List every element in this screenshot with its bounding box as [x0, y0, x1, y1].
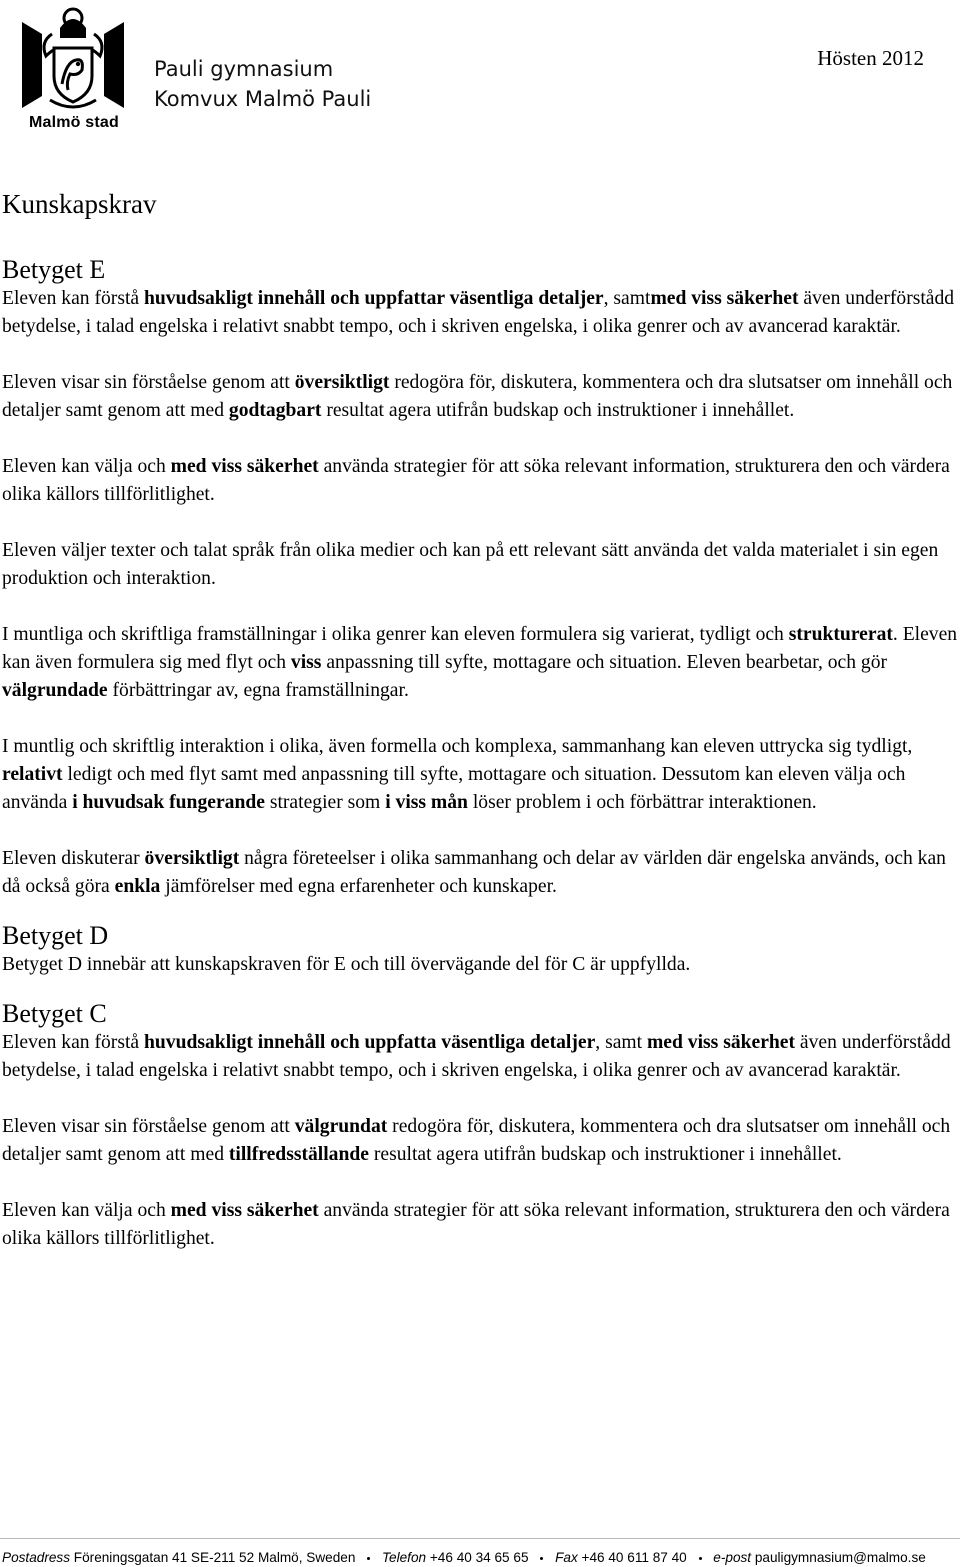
- separator-dot-icon: [699, 1557, 702, 1560]
- separator-dot-icon: [367, 1557, 370, 1560]
- body-paragraph: [2, 453, 958, 509]
- logo-wordmark: Malmö stad: [28, 114, 119, 131]
- emphasized-text: godtagbart: [228, 400, 322, 421]
- body-paragraph: [2, 951, 958, 979]
- text-run: resultat agera utifrån budskap och instruktioner i innehållet.: [368, 1144, 842, 1165]
- emphasized-text: i huvudsak fungerande: [72, 792, 265, 813]
- address-label: Postadress: [2, 1550, 71, 1565]
- text-run: anpassning till syfte, mottagare och situation. Eleven bearbetar, och gör: [321, 652, 888, 673]
- fax-label: Fax: [555, 1550, 578, 1565]
- text-run: använda strategier för att söka relevant information, strukturera den och värdera olika källors tillförlitlighet.: [2, 1200, 950, 1249]
- text-run: några företeelser i olika sammanhang och delar av världen där engelska används, och kan då också göra: [2, 848, 946, 897]
- emphasized-text: huvudsakligt innehåll och uppfatta väsentliga detaljer: [144, 1032, 596, 1053]
- text-run: , samt: [595, 1032, 647, 1053]
- section-heading: Betyget C: [2, 999, 107, 1028]
- school-subname: Komvux Malmö Pauli: [154, 87, 372, 111]
- text-run: redogöra för, diskutera, kommentera och dra slutsatser om innehåll och detaljer samt genom att med: [2, 1116, 951, 1165]
- text-run: resultat agera utifrån budskap och instruktioner i innehållet.: [321, 400, 795, 421]
- emphasized-text: viss: [290, 652, 322, 673]
- separator-dot-icon: [540, 1557, 543, 1560]
- grade-sections: [2, 255, 958, 1253]
- body-paragraph: [2, 1029, 958, 1085]
- text-run: Eleven väljer texter och talat språk från olika medier och kan på ett relevant sätt använda det valda materialet i sin egen produktion och interaktion.: [2, 540, 939, 589]
- body-paragraph: [2, 845, 958, 901]
- text-run: Eleven visar sin förståelse genom att: [2, 372, 295, 393]
- emphasized-text: översiktligt: [144, 848, 240, 869]
- coat-of-arms-icon: [20, 4, 128, 116]
- text-run: använda strategier för att söka relevant information, strukturera den och värdera olika källors tillförlitlighet.: [2, 456, 950, 505]
- text-run: I muntliga och skriftliga framställningar i olika genrer kan eleven formulera sig varierat, tydligt och: [2, 624, 789, 645]
- emphasized-text: relativt: [2, 764, 63, 785]
- text-run: jämförelser med egna erfarenheter och kunskaper.: [160, 876, 557, 897]
- body-paragraph: [2, 1113, 958, 1169]
- text-run: Betyget D innebär att kunskapskraven för E och till övervägande del för C är uppfyllda.: [2, 954, 691, 975]
- text-run: Eleven kan välja och: [2, 1200, 171, 1221]
- address-value: Föreningsgatan 41 SE-211 52 Malmö, Sweden: [73, 1550, 356, 1565]
- email-label: e-post: [713, 1550, 752, 1565]
- text-run: , samt: [603, 288, 651, 309]
- school-name: Pauli gymnasium: [154, 57, 334, 81]
- emphasized-text: med viss säkerhet: [170, 1200, 319, 1221]
- email-value[interactable]: pauligymnasium@malmo.se: [754, 1550, 926, 1565]
- text-run: redogöra för, diskutera, kommentera och dra slutsatser om innehåll och detaljer samt genom att med: [2, 372, 953, 421]
- text-run: I muntlig och skriftlig interaktion i olika, även formella och komplexa, sammanhang kan eleven uttrycka sig tydligt,: [2, 736, 913, 757]
- body-paragraph: [2, 621, 958, 705]
- text-run: löser problem i och förbättrar interaktionen.: [467, 792, 817, 813]
- footer-divider: [0, 1538, 960, 1539]
- text-run: strategier som: [264, 792, 386, 813]
- phone-label: Telefon: [381, 1550, 427, 1565]
- phone-value: +46 40 34 65 65: [429, 1550, 529, 1565]
- emphasized-text: med viss säkerhet: [650, 288, 799, 309]
- body-paragraph: [2, 537, 958, 593]
- text-run: även underförstådd betydelse, i talad engelska i relativt snabbt tempo, och i skriven engelska, i olika genrer och av avancerad karaktär.: [2, 288, 955, 337]
- main-content: [2, 186, 958, 1273]
- fax-value: +46 40 611 87 40: [581, 1550, 687, 1565]
- emphasized-text: översiktligt: [294, 372, 390, 393]
- text-run: Eleven diskuterar: [2, 848, 145, 869]
- text-run: . Eleven kan även formulera sig med flyt och: [2, 624, 958, 673]
- text-run: förbättringar av, egna framställningar.: [107, 680, 409, 701]
- section-heading: Betyget D: [2, 921, 109, 950]
- text-run: Eleven kan förstå: [2, 288, 144, 309]
- emphasized-text: välgrundat: [294, 1116, 388, 1137]
- body-paragraph: [2, 1197, 958, 1253]
- text-run: ledigt och med flyt samt med anpassning till syfte, mottagare och situation. Dessutom kan eleven välja och använda: [2, 764, 906, 813]
- emphasized-text: välgrundade: [2, 680, 108, 701]
- text-run: även underförstådd betydelse, i talad engelska i relativt snabbt tempo, och i skriven engelska, i olika genrer och av avancerad karaktär.: [2, 1032, 951, 1081]
- emphasized-text: i viss mån: [385, 792, 468, 813]
- text-run: Eleven visar sin förståelse genom att: [2, 1116, 295, 1137]
- body-paragraph: [2, 369, 958, 425]
- emphasized-text: med viss säkerhet: [646, 1032, 796, 1053]
- term-label: Hösten 2012: [817, 46, 924, 70]
- text-run: Eleven kan förstå: [2, 1032, 144, 1053]
- emphasized-text: huvudsakligt innehåll och uppfattar väsentliga detaljer: [144, 288, 604, 309]
- emphasized-text: strukturerat: [788, 624, 893, 645]
- section-heading: Betyget E: [2, 255, 106, 284]
- emphasized-text: enkla: [114, 876, 161, 897]
- emphasized-text: med viss säkerhet: [170, 456, 319, 477]
- body-paragraph: [2, 733, 958, 817]
- school-name-block: [154, 54, 371, 114]
- body-paragraph: [2, 285, 958, 341]
- emphasized-text: tillfredsställande: [228, 1144, 369, 1165]
- page-title: Kunskapskrav: [2, 189, 157, 219]
- text-run: Eleven kan välja och: [2, 456, 171, 477]
- footer-contact: [2, 1549, 926, 1567]
